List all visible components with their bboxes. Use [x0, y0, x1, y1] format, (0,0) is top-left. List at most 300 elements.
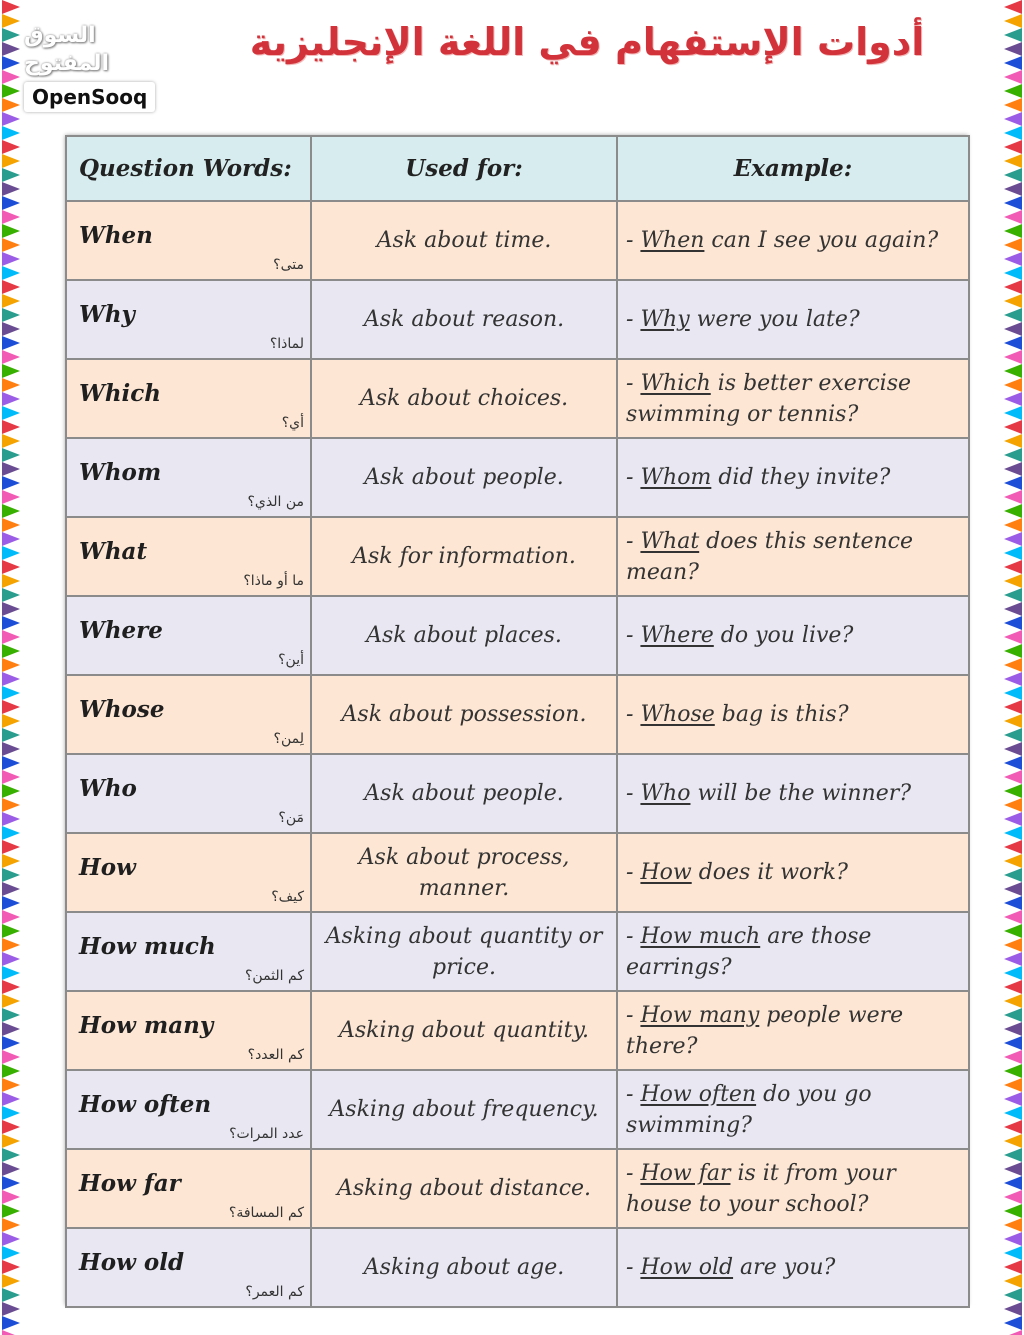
border-triangle: [2, 868, 20, 882]
border-triangle: [1004, 210, 1022, 224]
border-triangle: [2, 56, 20, 70]
border-triangle: [2, 672, 20, 686]
example-keyword: How far: [640, 1160, 731, 1186]
header-example: Example:: [617, 136, 969, 201]
question-word-arabic: مَن؟: [278, 810, 304, 826]
example-cell: [617, 438, 969, 517]
border-triangle: [1004, 882, 1022, 896]
decorative-border-right: [1000, 0, 1024, 1335]
border-triangle: [1004, 364, 1022, 378]
border-triangle: [1004, 154, 1022, 168]
border-triangle: [2, 1246, 20, 1260]
border-triangle: [2, 728, 20, 742]
border-triangle: [1004, 770, 1022, 784]
border-triangle: [1004, 1022, 1022, 1036]
border-triangle: [1004, 980, 1022, 994]
border-triangle: [1004, 546, 1022, 560]
example-keyword: Why: [640, 307, 690, 332]
question-word: Whose: [79, 696, 165, 723]
border-triangle: [2, 658, 20, 672]
question-word-cell: [66, 754, 311, 833]
border-triangle: [1004, 1204, 1022, 1218]
example-keyword: How old: [640, 1255, 734, 1280]
border-triangle: [1004, 70, 1022, 84]
border-triangle: [2, 770, 20, 784]
border-triangle: [1004, 266, 1022, 280]
example-rest: people were there?: [626, 1002, 904, 1059]
border-triangle: [1004, 1008, 1022, 1022]
question-word-cell: [66, 596, 311, 675]
border-triangle: [2, 1092, 20, 1106]
border-triangle: [2, 476, 20, 490]
border-triangle: [2, 966, 20, 980]
border-triangle: [2, 1008, 20, 1022]
question-word-arabic: أين؟: [278, 652, 304, 668]
question-word-arabic: أي؟: [281, 415, 304, 431]
example-cell: [617, 280, 969, 359]
question-word-arabic: كم الثمن؟: [245, 968, 304, 984]
border-triangle: [1004, 42, 1022, 56]
used-for-cell: Ask about places.: [311, 596, 617, 675]
border-triangle: [2, 224, 20, 238]
used-for-cell: Ask about choices.: [311, 359, 617, 438]
used-for-cell: Asking about quantity.: [311, 991, 617, 1070]
question-word-arabic: لماذا؟: [269, 336, 304, 352]
border-triangle: [2, 336, 20, 350]
border-triangle: [1004, 966, 1022, 980]
border-triangle: [1004, 308, 1022, 322]
border-triangle: [2, 840, 20, 854]
border-triangle: [1004, 1274, 1022, 1288]
table-row: [66, 1070, 969, 1149]
border-triangle: [2, 910, 20, 924]
border-triangle: [2, 1050, 20, 1064]
border-triangle: [2, 896, 20, 910]
border-triangle: [1004, 1176, 1022, 1190]
border-triangle: [2, 854, 20, 868]
border-triangle: [1004, 280, 1022, 294]
example-cell: [617, 991, 969, 1070]
border-triangle: [2, 84, 20, 98]
border-triangle: [2, 154, 20, 168]
question-word-arabic: كم العمر؟: [245, 1284, 304, 1300]
border-triangle: [2, 924, 20, 938]
example-rest: do you go swimming?: [626, 1081, 872, 1138]
border-triangle: [1004, 84, 1022, 98]
example-rest: will be the winner?: [690, 781, 912, 806]
border-triangle: [2, 630, 20, 644]
table-row: [66, 359, 969, 438]
used-for-cell: Ask about reason.: [311, 280, 617, 359]
question-word-arabic: كم العدد؟: [247, 1047, 304, 1063]
border-triangle: [2, 364, 20, 378]
border-triangle: [1004, 938, 1022, 952]
border-triangle: [1004, 378, 1022, 392]
question-word-cell: [66, 201, 311, 280]
border-triangle: [1004, 1092, 1022, 1106]
border-triangle: [2, 406, 20, 420]
question-word-cell: [66, 1228, 311, 1307]
border-triangle: [1004, 350, 1022, 364]
border-triangle: [2, 1148, 20, 1162]
border-triangle: [1004, 1162, 1022, 1176]
border-triangle: [1004, 392, 1022, 406]
border-triangle: [2, 1022, 20, 1036]
table-row: [66, 596, 969, 675]
border-triangle: [1004, 252, 1022, 266]
border-triangle: [1004, 798, 1022, 812]
border-triangle: [1004, 588, 1022, 602]
border-triangle: [1004, 924, 1022, 938]
watermark-arabic-text: السوق المفتوح: [24, 23, 110, 76]
border-triangle: [2, 546, 20, 560]
border-triangle: [2, 1330, 20, 1335]
border-triangle: [2, 686, 20, 700]
question-word-arabic: متى؟: [273, 257, 304, 273]
border-triangle: [1004, 574, 1022, 588]
border-triangle: [1004, 14, 1022, 28]
border-triangle: [2, 168, 20, 182]
example-keyword: How: [640, 860, 692, 885]
example-dash: -: [626, 860, 641, 885]
border-triangle: [1004, 1106, 1022, 1120]
border-triangle: [2, 938, 20, 952]
used-for-cell: Ask about people.: [311, 754, 617, 833]
example-cell: [617, 359, 969, 438]
border-triangle: [2, 1106, 20, 1120]
table-row: [66, 912, 969, 991]
border-triangle: [1004, 1036, 1022, 1050]
border-triangle: [2, 532, 20, 546]
border-triangle: [1004, 238, 1022, 252]
example-dash: -: [626, 923, 641, 949]
example-dash: -: [626, 228, 641, 253]
border-triangle: [2, 742, 20, 756]
border-triangle: [2, 112, 20, 126]
question-word-cell: [66, 991, 311, 1070]
border-triangle: [2, 14, 20, 28]
border-triangle: [1004, 1316, 1022, 1330]
border-triangle: [2, 1274, 20, 1288]
border-triangle: [2, 1302, 20, 1316]
border-triangle: [1004, 420, 1022, 434]
border-triangle: [1004, 714, 1022, 728]
table-row: [66, 438, 969, 517]
border-triangle: [2, 28, 20, 42]
border-triangle: [2, 1064, 20, 1078]
used-for-cell: Ask about process, manner.: [311, 833, 617, 912]
example-dash: -: [626, 1081, 641, 1107]
example-cell: [617, 1228, 969, 1307]
table-row: [66, 1228, 969, 1307]
example-rest: does it work?: [691, 860, 848, 885]
border-triangle: [1004, 728, 1022, 742]
question-word: Where: [79, 617, 163, 644]
border-triangle: [2, 252, 20, 266]
example-keyword: How much: [640, 923, 761, 949]
border-triangle: [2, 280, 20, 294]
border-triangle: [2, 504, 20, 518]
question-words-table: [65, 135, 968, 1305]
border-triangle: [1004, 406, 1022, 420]
border-triangle: [2, 1176, 20, 1190]
border-triangle: [1004, 756, 1022, 770]
decorative-border-left: [0, 0, 24, 1335]
border-triangle: [1004, 294, 1022, 308]
border-triangle: [1004, 1288, 1022, 1302]
example-rest: can I see you again?: [704, 228, 939, 253]
used-for-cell: Ask for information.: [311, 517, 617, 596]
border-triangle: [1004, 1260, 1022, 1274]
border-triangle: [1004, 854, 1022, 868]
border-triangle: [2, 126, 20, 140]
border-triangle: [1004, 0, 1022, 14]
question-word: How much: [79, 933, 216, 960]
border-triangle: [2, 448, 20, 462]
border-triangle: [2, 98, 20, 112]
example-cell: [617, 912, 969, 991]
question-word: How many: [79, 1012, 214, 1039]
border-triangle: [2, 1078, 20, 1092]
border-triangle: [2, 350, 20, 364]
border-triangle: [1004, 994, 1022, 1008]
border-triangle: [1004, 686, 1022, 700]
border-triangle: [1004, 532, 1022, 546]
border-triangle: [1004, 616, 1022, 630]
border-triangle: [1004, 196, 1022, 210]
border-triangle: [1004, 476, 1022, 490]
table-row: [66, 991, 969, 1070]
example-rest: are those earrings?: [626, 923, 872, 980]
question-word: Which: [79, 380, 162, 407]
border-triangle: [1004, 644, 1022, 658]
border-triangle: [2, 490, 20, 504]
question-word-cell: [66, 280, 311, 359]
border-triangle: [2, 378, 20, 392]
border-triangle: [1004, 868, 1022, 882]
example-cell: [617, 675, 969, 754]
example-cell: [617, 201, 969, 280]
border-triangle: [1004, 462, 1022, 476]
example-keyword: Which: [640, 370, 711, 396]
example-cell: [617, 1070, 969, 1149]
table-row: [66, 675, 969, 754]
question-word: Whom: [79, 459, 162, 486]
example-rest: bag is this?: [714, 702, 849, 727]
border-triangle: [1004, 1050, 1022, 1064]
question-word-cell: [66, 1149, 311, 1228]
border-triangle: [1004, 1120, 1022, 1134]
border-triangle: [1004, 504, 1022, 518]
border-triangle: [1004, 1232, 1022, 1246]
question-word: How: [79, 854, 136, 881]
border-triangle: [2, 756, 20, 770]
border-triangle: [2, 798, 20, 812]
border-triangle: [2, 1316, 20, 1330]
border-triangle: [2, 1120, 20, 1134]
used-for-cell: Asking about frequency.: [311, 1070, 617, 1149]
example-dash: -: [626, 1002, 641, 1028]
border-triangle: [2, 574, 20, 588]
example-keyword: Whose: [640, 702, 715, 727]
question-word: Who: [79, 775, 137, 802]
border-triangle: [2, 1190, 20, 1204]
border-triangle: [2, 588, 20, 602]
border-triangle: [1004, 182, 1022, 196]
example-rest: were you late?: [689, 307, 860, 332]
border-triangle: [2, 826, 20, 840]
question-word-arabic: ما أو ماذا؟: [243, 573, 304, 589]
border-triangle: [2, 1232, 20, 1246]
border-triangle: [1004, 896, 1022, 910]
example-dash: -: [626, 781, 641, 806]
border-triangle: [1004, 336, 1022, 350]
example-keyword: Who: [640, 781, 691, 806]
border-triangle: [1004, 1330, 1022, 1335]
border-triangle: [2, 518, 20, 532]
border-triangle: [1004, 126, 1022, 140]
question-word: How far: [79, 1170, 181, 1197]
border-triangle: [1004, 1064, 1022, 1078]
border-triangle: [2, 322, 20, 336]
border-triangle: [1004, 742, 1022, 756]
border-triangle: [2, 812, 20, 826]
border-triangle: [1004, 1302, 1022, 1316]
border-triangle: [2, 238, 20, 252]
example-cell: [617, 754, 969, 833]
border-triangle: [1004, 490, 1022, 504]
border-triangle: [2, 700, 20, 714]
example-dash: -: [626, 465, 641, 490]
used-for-cell: Asking about quantity or price.: [311, 912, 617, 991]
example-dash: -: [626, 1255, 641, 1280]
question-word: What: [79, 538, 148, 565]
border-triangle: [1004, 952, 1022, 966]
used-for-cell: Ask about time.: [311, 201, 617, 280]
used-for-cell: Ask about possession.: [311, 675, 617, 754]
example-dash: -: [626, 702, 641, 727]
border-triangle: [1004, 840, 1022, 854]
example-keyword: What: [640, 528, 700, 554]
border-triangle: [2, 1036, 20, 1050]
border-triangle: [2, 994, 20, 1008]
table-row: [66, 280, 969, 359]
example-dash: -: [626, 307, 641, 332]
border-triangle: [1004, 784, 1022, 798]
question-word-cell: [66, 912, 311, 991]
border-triangle: [1004, 672, 1022, 686]
example-keyword: How many: [640, 1002, 760, 1028]
border-triangle: [1004, 826, 1022, 840]
question-word-arabic: كيف؟: [271, 889, 304, 905]
example-rest: is it from your house to your school?: [626, 1160, 896, 1217]
border-triangle: [2, 294, 20, 308]
border-triangle: [2, 434, 20, 448]
border-triangle: [1004, 1246, 1022, 1260]
example-dash: -: [626, 370, 641, 396]
border-triangle: [2, 1162, 20, 1176]
used-for-cell: Asking about age.: [311, 1228, 617, 1307]
table-row: [66, 1149, 969, 1228]
border-triangle: [2, 980, 20, 994]
border-triangle: [1004, 658, 1022, 672]
question-word-cell: [66, 359, 311, 438]
border-triangle: [1004, 434, 1022, 448]
border-triangle: [1004, 630, 1022, 644]
border-triangle: [2, 560, 20, 574]
border-triangle: [2, 266, 20, 280]
example-dash: -: [626, 528, 641, 554]
border-triangle: [2, 952, 20, 966]
border-triangle: [1004, 322, 1022, 336]
example-keyword: Whom: [640, 465, 712, 490]
example-keyword: Where: [640, 623, 714, 648]
question-word-arabic: لِمن؟: [273, 731, 304, 747]
header-question-words: Question Words:: [66, 136, 311, 201]
border-triangle: [1004, 602, 1022, 616]
border-triangle: [2, 392, 20, 406]
border-triangle: [1004, 560, 1022, 574]
border-triangle: [2, 308, 20, 322]
border-triangle: [1004, 812, 1022, 826]
border-triangle: [2, 182, 20, 196]
question-word-cell: [66, 438, 311, 517]
example-rest: do you live?: [713, 623, 854, 648]
used-for-cell: Ask about people.: [311, 438, 617, 517]
question-word: How old: [79, 1249, 185, 1276]
question-word-arabic: عدد المرات؟: [229, 1126, 304, 1142]
example-keyword: When: [640, 228, 705, 253]
border-triangle: [2, 1204, 20, 1218]
table-header-row: [66, 136, 969, 201]
opensooq-watermark: [24, 22, 172, 112]
table-row: [66, 833, 969, 912]
page-title: أدوات الإستفهام في اللغة الإنجليزية: [249, 20, 925, 64]
question-word: How often: [79, 1091, 212, 1118]
example-cell: [617, 833, 969, 912]
border-triangle: [2, 1218, 20, 1232]
border-triangle: [1004, 224, 1022, 238]
example-rest: did they invite?: [711, 465, 891, 490]
border-triangle: [1004, 140, 1022, 154]
example-rest: does this sentence mean?: [626, 528, 913, 585]
border-triangle: [2, 140, 20, 154]
border-triangle: [2, 602, 20, 616]
question-word-arabic: كم المسافة؟: [228, 1205, 304, 1221]
border-triangle: [2, 644, 20, 658]
border-triangle: [1004, 168, 1022, 182]
border-triangle: [1004, 1078, 1022, 1092]
border-triangle: [2, 420, 20, 434]
border-triangle: [2, 0, 20, 14]
border-triangle: [1004, 1148, 1022, 1162]
table-row: [66, 201, 969, 280]
border-triangle: [2, 714, 20, 728]
border-triangle: [2, 616, 20, 630]
example-cell: [617, 517, 969, 596]
border-triangle: [2, 70, 20, 84]
border-triangle: [1004, 1134, 1022, 1148]
watermark-logo-text: OpenSooq: [24, 82, 155, 112]
border-triangle: [2, 1260, 20, 1274]
table-row: [66, 517, 969, 596]
border-triangle: [2, 42, 20, 56]
example-keyword: How often: [640, 1081, 757, 1107]
border-triangle: [1004, 28, 1022, 42]
question-word: Why: [79, 301, 135, 328]
border-triangle: [2, 196, 20, 210]
example-dash: -: [626, 1160, 641, 1186]
